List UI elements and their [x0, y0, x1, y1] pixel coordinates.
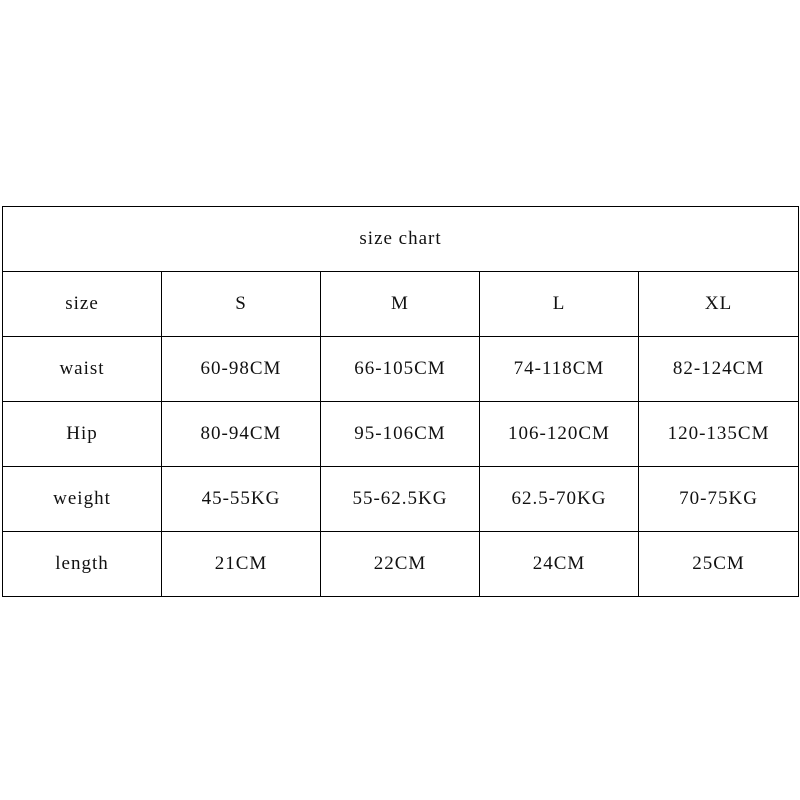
table-cell: 106-120CM	[480, 402, 639, 467]
table-title: size chart	[3, 207, 799, 272]
size-chart-table	[2, 206, 799, 597]
header-row	[3, 272, 799, 337]
table-row	[3, 402, 799, 467]
table-row	[3, 467, 799, 532]
table-cell: 21CM	[162, 532, 321, 597]
size-l-header: L	[480, 272, 639, 337]
table-cell: 55-62.5KG	[321, 467, 480, 532]
table-cell: 22CM	[321, 532, 480, 597]
table-cell: 82-124CM	[639, 337, 799, 402]
table-cell: 74-118CM	[480, 337, 639, 402]
table-cell: 62.5-70KG	[480, 467, 639, 532]
title-row	[3, 207, 799, 272]
table-row	[3, 337, 799, 402]
row-label: weight	[3, 467, 162, 532]
table-cell: 66-105CM	[321, 337, 480, 402]
size-s-header: S	[162, 272, 321, 337]
size-xl-header: XL	[639, 272, 799, 337]
size-m-header: M	[321, 272, 480, 337]
table-cell: 60-98CM	[162, 337, 321, 402]
header-label: size	[3, 272, 162, 337]
table-cell: 24CM	[480, 532, 639, 597]
table-row	[3, 532, 799, 597]
table-cell: 45-55KG	[162, 467, 321, 532]
row-label: Hip	[3, 402, 162, 467]
row-label: waist	[3, 337, 162, 402]
table-cell: 80-94CM	[162, 402, 321, 467]
table-cell: 95-106CM	[321, 402, 480, 467]
table-cell: 120-135CM	[639, 402, 799, 467]
table-cell: 25CM	[639, 532, 799, 597]
row-label: length	[3, 532, 162, 597]
table-cell: 70-75KG	[639, 467, 799, 532]
